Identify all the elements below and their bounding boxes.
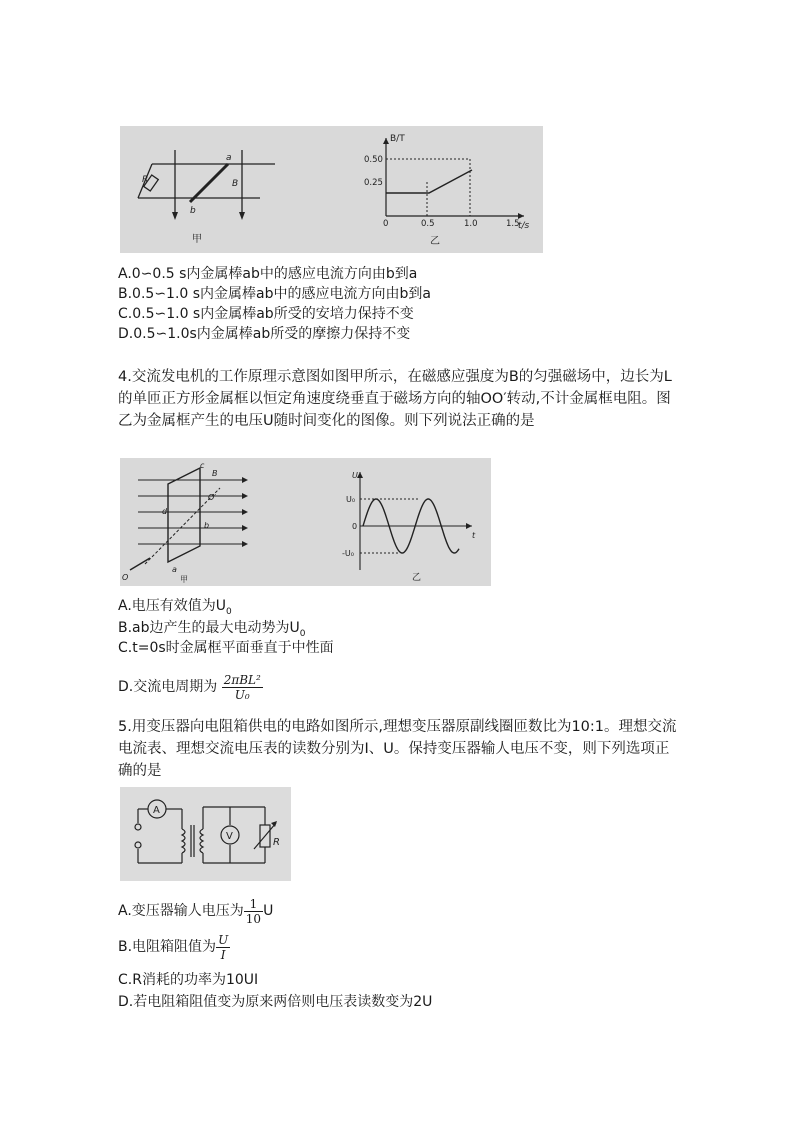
q3-label-B: B [232, 179, 239, 189]
q4-label-O-prime: O′ [208, 493, 217, 502]
q3-bt-curve [386, 170, 472, 193]
q3-fig-yi-caption: 乙 [430, 236, 440, 247]
q4-option-d [118, 668, 263, 706]
q4-stem: 4.交流发电机的工作原理示意图如图甲所示，在磁感应强度为B的匀强磁场中，边长为L的单匝正方形金属框以恒定角速度绕垂直于磁场方向的轴OO′转动,不计金属框电阻。图乙为金属框产生的电压U随时间变化的图像。则下列说法正确的是 [118, 369, 672, 429]
q4-figure [120, 458, 491, 586]
q5-option-a-fraction [244, 897, 263, 926]
q5-option-b [118, 928, 230, 966]
q4-option-d-numerator: 2πBL² [223, 672, 261, 687]
q3-xlabel: t/s [518, 221, 530, 231]
q3-ylabel: B/T [390, 134, 405, 144]
q3-bt-graph [386, 138, 524, 216]
q4-label-O: O [122, 573, 129, 582]
q5-option-b-fraction [216, 933, 230, 962]
voltmeter-label: V [226, 831, 233, 842]
q5-stem: 5.用变压器向电阻箱供电的电路如图所示,理想变压器原副线圈匝数比为10:1。理想交流电流表、理想交流电压表的读数分别为I、U。保持变压器输人电压不变，则下列选项正确的是 [118, 719, 677, 779]
q4-option-a-text: A.电压有效值为U [118, 598, 227, 614]
q4-option-d-text: D.交流电周期为 [118, 679, 218, 695]
q5-option-b-text: B.电阻箱阻值为 [118, 939, 217, 955]
q3-option-a: A.0∽0.5 s内金属棒ab中的感应电流方向由b到a [118, 266, 418, 282]
q4-fig-jia-caption: 甲 [180, 575, 188, 584]
q4-option-b-sub: 0 [299, 628, 306, 639]
q4-option-a-sub: 0 [226, 606, 232, 617]
q3-label-a: a [226, 153, 232, 163]
q3-ytick-050: 0.50 [364, 155, 383, 165]
q5-option-b-numerator: U [218, 932, 229, 947]
q5-option-c: C.R消耗的功率为10UI [118, 972, 259, 988]
q5-option-b-denominator: I [220, 947, 226, 962]
resistor-label: R [273, 837, 280, 848]
q4-xlabel: t [472, 531, 476, 540]
q5-option-a-denominator: 10 [245, 911, 262, 926]
q3-xtick-10: 1.0 [464, 219, 478, 229]
q4-generator-diagram [130, 468, 245, 570]
q3-ytick-025: 0.25 [364, 178, 383, 188]
q4-label-a: a [172, 565, 177, 574]
q4-option-d-fraction [222, 673, 263, 702]
q4-label-d: d [162, 507, 168, 516]
q4-ytick-0: 0 [352, 522, 358, 531]
q4-label-c: c [200, 461, 205, 470]
q4-label-b: b [204, 521, 210, 530]
q3-option-c: C.0.5∽1.0 s内金属棒ab所受的安培力保持不变 [118, 306, 414, 322]
q5-option-a-tail: U [263, 903, 274, 919]
q5-option-a [118, 892, 273, 930]
q3-label-b: b [190, 206, 196, 216]
q5-option-a-numerator: 1 [244, 897, 263, 912]
q4-fig-yi-caption: 乙 [412, 573, 422, 583]
q4-ylabel: U [352, 471, 358, 480]
q3-figure [120, 126, 543, 253]
q4-option-b-text: B.ab边产生的最大电动势为U [118, 620, 300, 636]
q4-option-d-denominator: U₀ [234, 687, 250, 702]
q4-option-c: C.t=0s时金属框平面垂直于中性面 [118, 640, 334, 656]
q5-option-d: D.若电阻箱阻值变为原来两倍则电压表读数变为2U [118, 994, 433, 1010]
q3-xtick-0: 0 [383, 219, 389, 229]
q3-option-b: B.0.5∽1.0 s内金属棒ab中的感应电流方向由b到a [118, 286, 431, 302]
ammeter-label: A [153, 805, 160, 816]
q3-option-d: D.0.5∽1.0s内金属棒ab所受的摩擦力保持不变 [118, 326, 411, 342]
q4-label-B: B [212, 469, 218, 478]
q3-label-R: R [142, 175, 149, 185]
q5-option-a-text: A.变压器输人电压为 [118, 903, 244, 919]
q3-xtick-15: 1.5 [506, 219, 520, 229]
q3-circuit-diagram [138, 150, 275, 216]
q4-ytick-u0: U₀ [346, 495, 356, 504]
q3-fig-jia-caption: 甲 [192, 234, 202, 245]
q5-figure [120, 787, 291, 881]
q4-ytick-neg-u0: -U₀ [342, 549, 354, 558]
q3-xtick-05: 0.5 [421, 219, 435, 229]
